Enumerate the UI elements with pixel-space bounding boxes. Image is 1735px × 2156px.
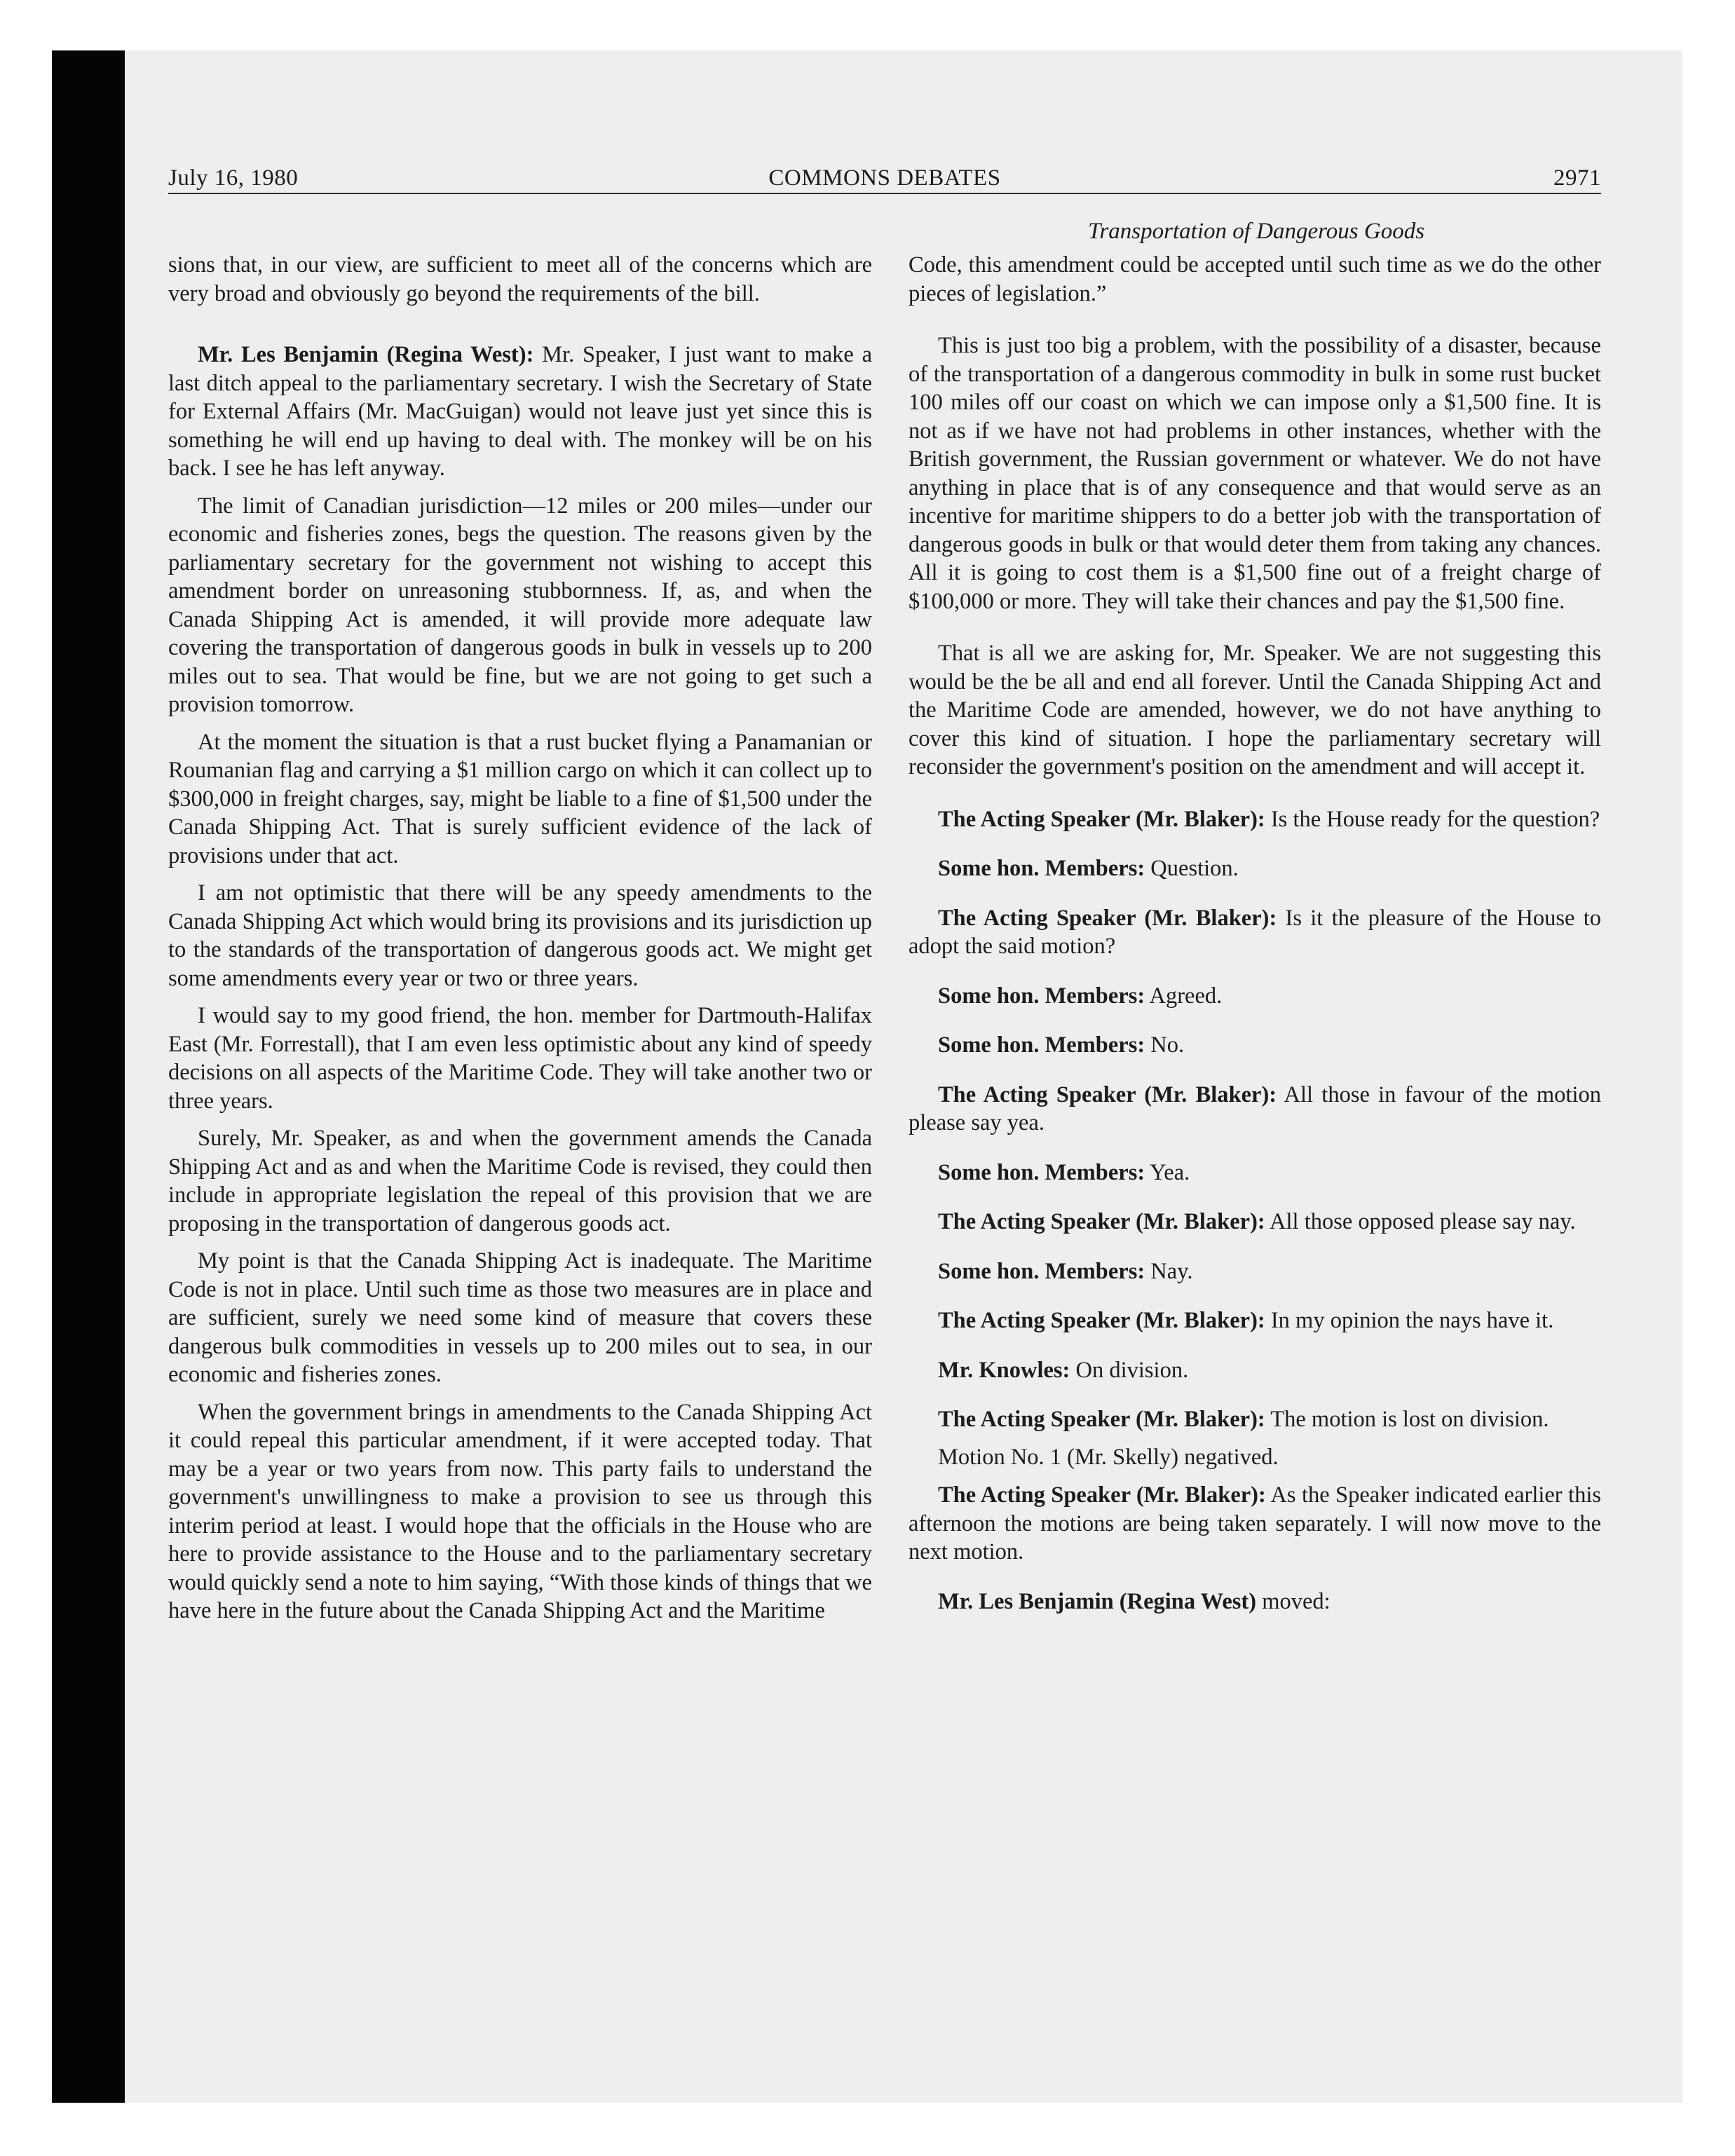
speech-text: On division. [1070, 1357, 1189, 1383]
speech-text: As the Speaker indicated earlier this afternoon the motions are being taken separately. I will now move to the next motion. [909, 1482, 1601, 1564]
speech-entry [909, 854, 1601, 883]
speech-text: The motion is lost on division. [1265, 1407, 1549, 1432]
paragraph: I would say to my good friend, the hon. member for Dartmouth-Halifax East (Mr. Forrestall), that I am even less optimistic about any kind of speedy decisions on all aspects of the Maritime Code. They will take another two or three years. [168, 1003, 872, 1114]
speaker-name: Some hon. Members: [938, 1258, 1145, 1284]
paragraph: Code, this amendment could be accepted until such time as we do the other pieces of legislation.” [909, 252, 1601, 306]
speaker-name: Mr. Les Benjamin (Regina West) [938, 1588, 1257, 1614]
speaker-name: The Acting Speaker (Mr. Blaker): [938, 905, 1277, 931]
speech-text: Is the House ready for the question? [1265, 806, 1600, 832]
left-column [168, 251, 872, 1635]
speech-entry [909, 904, 1601, 961]
speech-entry [909, 982, 1601, 1011]
speaker-name: Some hon. Members: [938, 856, 1145, 881]
speaker-name: Some hon. Members: [938, 983, 1145, 1009]
speaker-name: Mr. Les Benjamin (Regina West): [198, 342, 534, 367]
speaker-name: The Acting Speaker (Mr. Blaker): [938, 1209, 1265, 1234]
speaker-name: The Acting Speaker (Mr. Blaker): [938, 1407, 1265, 1432]
speech-text: Agreed. [1145, 983, 1223, 1009]
page-date: July 16, 1980 [168, 165, 299, 191]
speech-text: All those in favour of the motion please say yea. [909, 1082, 1601, 1135]
right-column [909, 251, 1601, 1625]
speech-text: No. [1145, 1032, 1185, 1058]
speech-entry [909, 1306, 1601, 1335]
speech-entry [909, 1405, 1601, 1434]
paragraph: My point is that the Canada Shipping Act is inadequate. The Maritime Code is not in place. Until such time as those two measures are in place and are sufficient, surely we need some kind of measure that covers these dangerous bulk commodities in vessels up to 200 miles out to sea, in our economic and fisheries zones. [168, 1248, 872, 1387]
speaker-name: The Acting Speaker (Mr. Blaker): [938, 1308, 1265, 1333]
speech-text: All those opposed please say nay. [1265, 1209, 1576, 1234]
paragraph: Surely, Mr. Speaker, as and when the government amends the Canada Shipping Act and as and when the Maritime Code is revised, they could then include in appropriate legislation the repeal of this provision that we are proposing in the transportation of dangerous goods act. [168, 1126, 872, 1236]
speech-entry [909, 1208, 1601, 1236]
header-rule [168, 193, 1601, 194]
paragraph: When the government brings in amendments to the Canada Shipping Act it could repeal this particular amendment, if it were accepted today. That may be a year or two years from now. This party fails to understand the government's unwillingness to make a provision to see us through this interim period at least. I would hope that the officials in the House who are here to provide assistance to the House and to the parliamentary secretary would quickly send a note to him saying, “With those kinds of things that we have here in the future about the Canada Shipping Act and the Maritime [168, 1399, 872, 1623]
paragraph: The limit of Canadian jurisdiction—12 miles or 200 miles—under our economic and fisheries zones, begs the question. The reasons given by the parliamentary secretary for the government not wishing to accept this amendment border on unreasoning stubbornness. If, as, and when the Canada Shipping Act is amended, it will provide more adequate law covering the transportation of dangerous goods in bulk in vessels up to 200 miles out to sea. That would be fine, but we are not going to get such a provision tomorrow. [168, 493, 872, 717]
speech-entry [909, 805, 1601, 834]
running-head: Transportation of Dangerous Goods [1087, 219, 1425, 244]
speech-text: Is it the pleasure of the House to adopt the said motion? [909, 905, 1602, 959]
speech-text: Yea. [1145, 1159, 1190, 1185]
speech-text: Question. [1145, 856, 1239, 881]
motion-result: Motion No. 1 (Mr. Skelly) negatived. [938, 1444, 1279, 1470]
speech-text: Nay. [1145, 1258, 1193, 1284]
speech-entry [909, 1031, 1601, 1060]
speech-entry [909, 1159, 1601, 1187]
binding-edge [52, 50, 125, 2103]
paragraph: sions that, in our view, are sufficient to meet all of the concerns which are very broad and obviously go beyond the requirements of the bill. [168, 252, 872, 306]
speech-text: In my opinion the nays have it. [1265, 1308, 1554, 1333]
speaker-name: Mr. Knowles: [938, 1357, 1070, 1383]
page-number: 2971 [1553, 165, 1601, 191]
speech-text: moved: [1256, 1588, 1331, 1614]
paragraph: I am not optimistic that there will be any speedy amendments to the Canada Shipping Act which would bring its provisions and its jurisdiction up to the standards of the transportation of dangerous goods act. We might get some amendments every year or two or three years. [168, 880, 872, 991]
page-title: COMMONS DEBATES [768, 165, 1001, 191]
paragraph: This is just too big a problem, with the possibility of a disaster, because of the transportation of a dangerous commodity in bulk in some rust bucket 100 miles off our coast on which we can impose only a $1,500 fine. It is not as if we have not had problems in other instances, whether with the British government, the Russian government or whatever. We do not have anything in place that is of any consequence and that would serve as an incentive for maritime shippers to do a better job with the transportation of dangerous goods in bulk or that would deter them from taking any chances. All it is going to cost them is a $1,500 fine out of a freight charge of $100,000 or more. They will take their chances and pay the $1,500 fine. [909, 333, 1601, 614]
speech-entry [909, 1481, 1601, 1567]
speech-entry [909, 1257, 1601, 1286]
speech-entry [909, 1356, 1601, 1385]
speech-entry [909, 1081, 1601, 1138]
speech-entry [909, 1588, 1601, 1616]
speaker-name: The Acting Speaker (Mr. Blaker): [938, 1482, 1266, 1508]
speaker-name: The Acting Speaker (Mr. Blaker): [938, 1082, 1277, 1107]
speaker-name: Some hon. Members: [938, 1032, 1145, 1058]
paragraph: That is all we are asking for, Mr. Speaker. We are not suggesting this would be the be all and end all forever. Until the Canada Shipping Act and the Maritime Code are amended, however, we do not have anything to cover this kind of situation. I hope the parliamentary secretary will reconsider the government's position on the amendment and will accept it. [909, 641, 1601, 779]
paragraph: At the moment the situation is that a rust bucket flying a Panamanian or Roumanian flag and carrying a $1 million cargo on which it can collect up to $300,000 in freight charges, say, might be liable to a fine of $1,500 under the Canada Shipping Act. That is surely sufficient evidence of the lack of provisions under that act. [168, 729, 872, 868]
paragraph [168, 341, 872, 483]
speaker-name: The Acting Speaker (Mr. Blaker): [938, 806, 1265, 832]
speech-text: Mr. Speaker, I just want to make a last ditch appeal to the parliamentary secretary. I wish the Secretary of State for External Affairs (Mr. MacGuigan) would not leave just yet since this is something he will end up having to deal with. The monkey will be on his back. I see he has left anyway. [168, 342, 872, 481]
speaker-name: Some hon. Members: [938, 1159, 1145, 1185]
